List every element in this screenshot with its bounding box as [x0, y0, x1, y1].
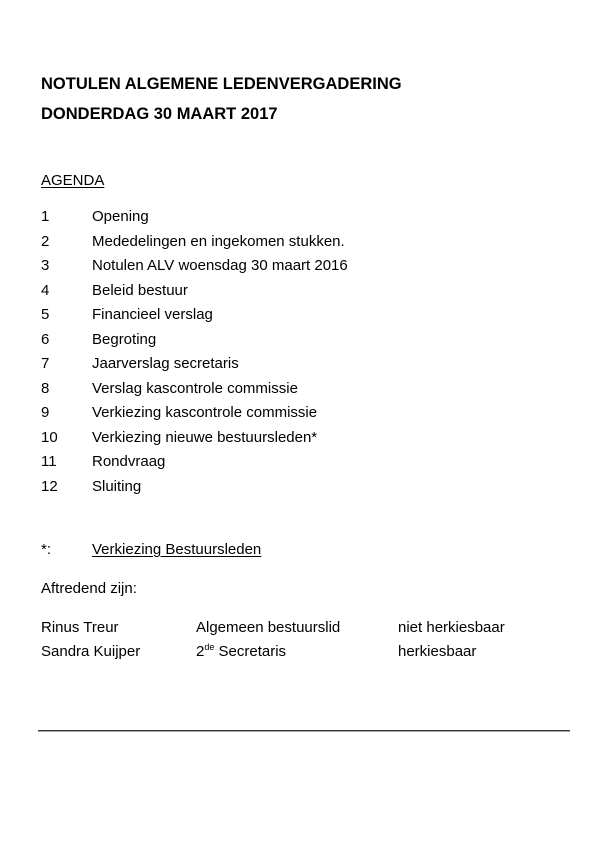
document-title-line1: NOTULEN ALGEMENE LEDENVERGADERING	[41, 75, 402, 93]
member-role-title: Secretaris	[218, 643, 287, 660]
agenda-item-label: Opening	[92, 208, 149, 225]
agenda-item-number: 4	[41, 281, 50, 299]
agenda-item-number: 8	[41, 379, 50, 397]
agenda-item-number: 2	[41, 232, 50, 250]
agenda-item-label: Verkiezing kascontrole commissie	[92, 404, 318, 421]
member-status: niet herkiesbaar	[398, 619, 505, 636]
agenda-item-number: 10	[41, 428, 58, 446]
agenda-item-label: Notulen ALV woensdag 30 maart 2016	[92, 257, 348, 274]
member-status: herkiesbaar	[398, 643, 477, 660]
agenda-item-number: 6	[41, 330, 50, 348]
agenda-item-label: Verkiezing nieuwe bestuursleden*	[92, 428, 318, 446]
member-name: Sandra Kuijper	[41, 643, 141, 660]
horizontal-divider	[38, 730, 570, 732]
member-name: Rinus Treur	[41, 619, 119, 636]
agenda-item-label: Beleid bestuur	[92, 281, 188, 299]
agenda-item-number: 7	[41, 355, 50, 372]
agenda-item-number: 3	[41, 257, 50, 274]
member-role: Algemeen bestuurslid	[196, 619, 341, 636]
agenda-item-label: Begroting	[92, 330, 157, 348]
agenda-heading: AGENDA	[41, 172, 105, 189]
agenda-item-number: 12	[41, 477, 58, 495]
agenda-item-label: Financieel verslag	[92, 306, 213, 323]
member-role	[196, 643, 286, 661]
agenda-item-number: 11	[41, 453, 57, 470]
agenda-item-label: Rondvraag	[92, 453, 166, 470]
member-role-prefix: 2	[196, 643, 205, 660]
agenda-item-label: Verslag kascontrole commissie	[92, 379, 298, 397]
agenda-item-number: 1	[41, 208, 50, 225]
agenda-item-label: Sluiting	[92, 477, 142, 495]
footnote-marker: *:	[41, 541, 52, 558]
footnote-title: Verkiezing Bestuursleden	[92, 541, 262, 558]
agenda-item-number: 9	[41, 404, 50, 421]
member-role-superscript: de	[204, 642, 215, 652]
agenda-item-number: 5	[41, 306, 50, 323]
retiring-intro: Aftredend zijn:	[41, 580, 137, 597]
agenda-item-label: Jaarverslag secretaris	[92, 355, 239, 372]
agenda-item-label: Mededelingen en ingekomen stukken.	[92, 232, 345, 250]
document-title-line2: DONDERDAG 30 MAART 2017	[41, 105, 278, 123]
